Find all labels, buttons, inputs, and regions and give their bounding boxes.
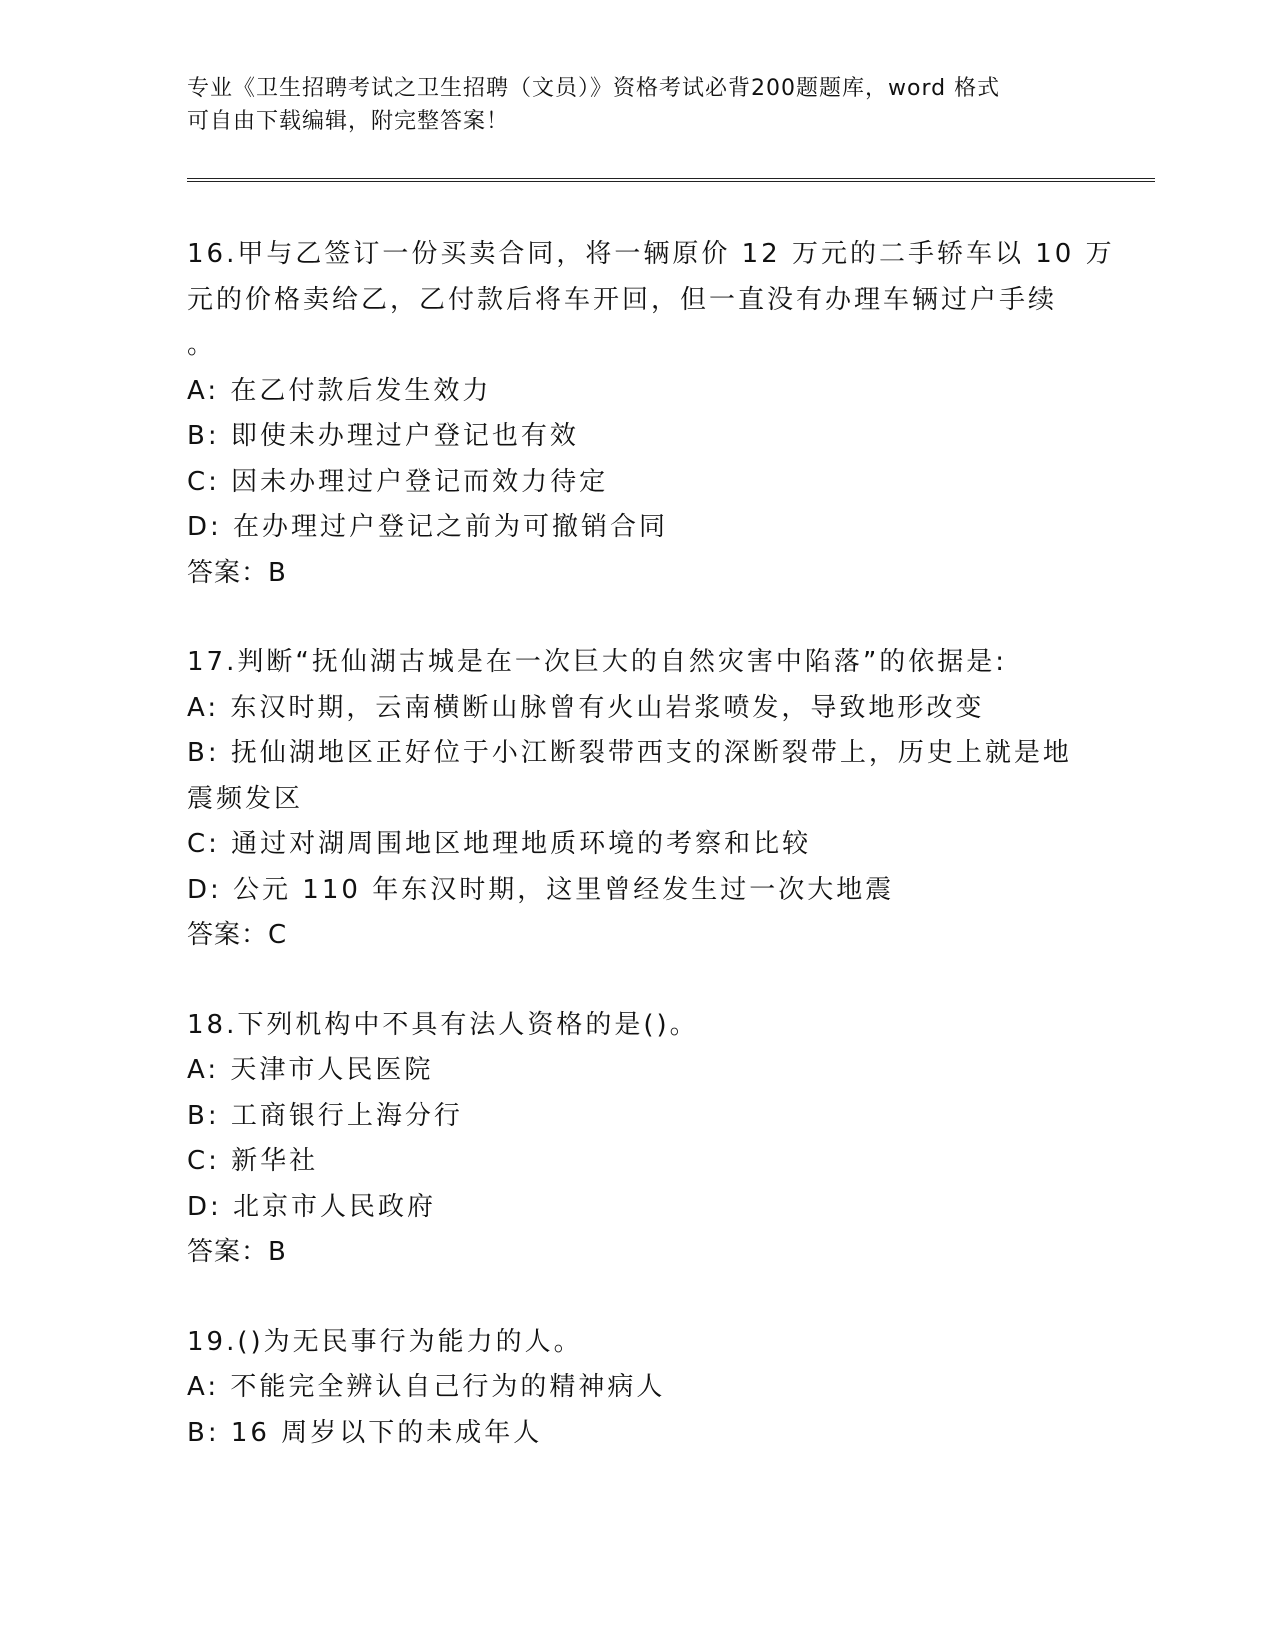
answer: 答案：B <box>187 1237 287 1267</box>
document-header <box>187 72 1087 138</box>
option-d: D: 北京市人民政府 <box>187 1191 437 1222</box>
question-stem: 19.()为无民事行为能力的人。 <box>187 1326 583 1357</box>
header-title-line-1: 专业《卫生招聘考试之卫生招聘（文员）》资格考试必背200题题库，word 格式 <box>187 76 1001 101</box>
option-d: D: 在办理过户登记之前为可撤销合同 <box>187 512 669 542</box>
question-stem: 17.判断“抚仙湖古城是在一次巨大的自然灾害中陷落”的依据是: <box>187 647 1008 677</box>
question-stem: 16.甲与乙签订一份买卖合同，将一辆原价 12 万元的二手轿车以 10 万 <box>187 239 1115 269</box>
option-b: B: 16 周岁以下的未成年人 <box>187 1417 543 1448</box>
header-divider <box>187 178 1155 182</box>
question-stem: 18.下列机构中不具有法人资格的是()。 <box>187 1009 699 1040</box>
answer: 答案：B <box>187 557 287 588</box>
option-a: A: 东汉时期，云南横断山脉曾有火山岩浆喷发，导致地形改变 <box>187 692 985 723</box>
option-c: C: 因未办理过户登记而效力待定 <box>187 466 609 497</box>
question-list <box>187 232 1115 1500</box>
question-17 <box>187 640 1087 959</box>
answer: 答案：C <box>187 920 288 950</box>
option-a: A: 在乙付款后发生效力 <box>187 375 492 406</box>
header-title-line-2: 可自由下载编辑，附完整答案！ <box>187 109 510 134</box>
question-19 <box>187 1320 1087 1457</box>
option-d: D: 公元 110 年东汉时期，这里曾经发生过一次大地震 <box>187 874 895 905</box>
option-b: B: 工商银行上海分行 <box>187 1100 463 1131</box>
option-b: B: 抚仙湖地区正好位于小江断裂带西支的深断裂带上，历史上就是地 <box>187 738 1072 768</box>
option-b-continued: 震频发区 <box>187 783 304 814</box>
option-c: C: 新华社 <box>187 1146 319 1176</box>
question-18 <box>187 1003 1087 1276</box>
option-a: A: 不能完全辨认自己行为的精神病人 <box>187 1372 666 1402</box>
question-stem: 。 <box>187 330 217 360</box>
question-16 <box>187 232 1115 596</box>
question-stem: 元的价格卖给乙，乙付款后将车开回，但一直没有办理车辆过户手续 <box>187 284 1058 315</box>
option-c: C: 通过对湖周围地区地理地质环境的考察和比较 <box>187 829 812 859</box>
option-a: A: 天津市人民医院 <box>187 1055 434 1085</box>
option-b: B: 即使未办理过户登记也有效 <box>187 421 579 451</box>
